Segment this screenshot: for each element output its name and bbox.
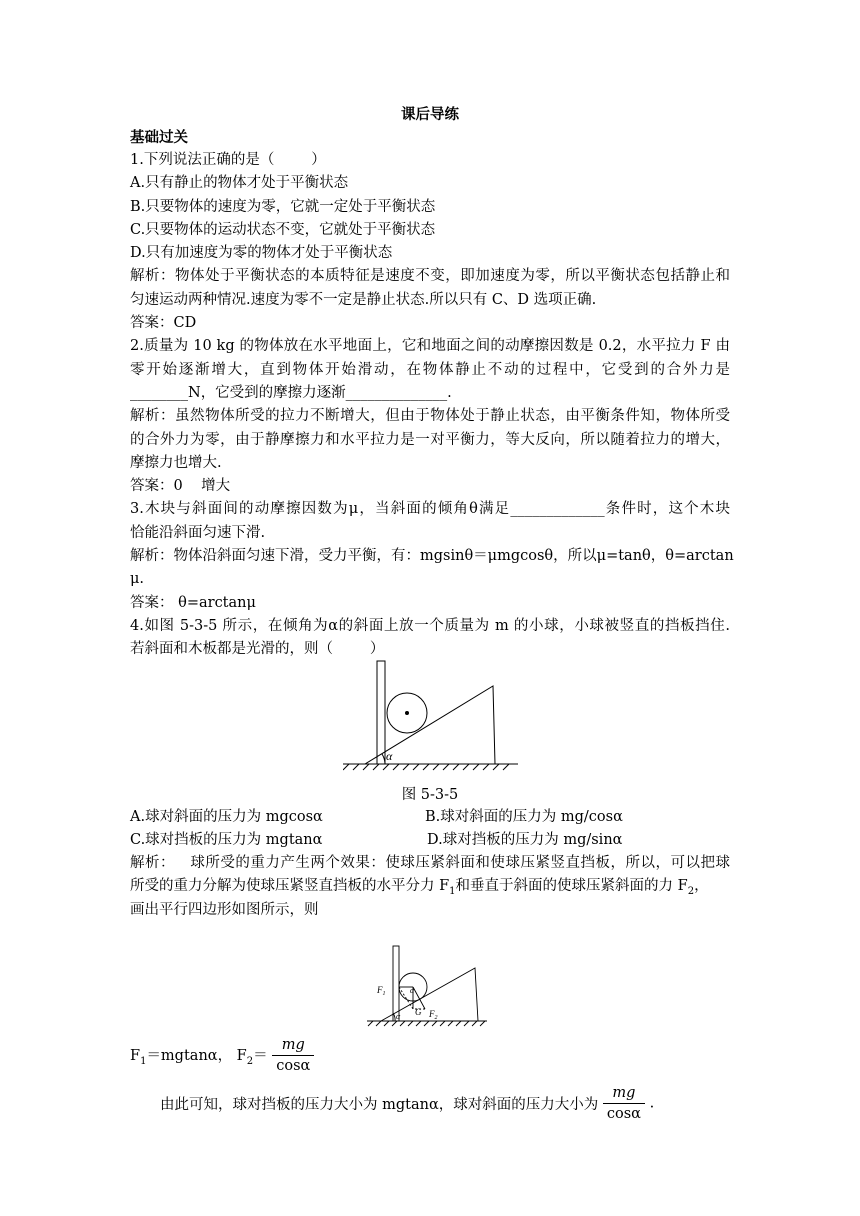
q3-analysis-line: 解析：物体沿斜面匀速下滑，受力平衡，有：mgsinθ＝μmgcosθ，所以μ=tanθ，θ=arctan xyxy=(130,548,734,565)
svg-text:G: G xyxy=(415,1007,422,1017)
q4-option-d: D.球对挡板的压力为 mg/sinα xyxy=(427,832,623,849)
q4-analysis-line: 解析： 球所受的重力产生两个效果：使球压紧斜面和使球压紧竖直挡板，所以，可以把球 xyxy=(130,855,730,871)
q2-stem-line: 零开始逐渐增大，直到物体开始滑动，在物体静止不动的过程中，它受到的合外力是 xyxy=(130,361,730,378)
q1-option-c: C.只要物体的运动状态不变，它就处于平衡状态 xyxy=(130,221,436,238)
svg-text:α: α xyxy=(410,986,415,995)
q4-analysis-line: 所受的重力分解为使球压紧竖直挡板的水平分力 $F_1$和垂直于斜面的使球压紧斜面的力 $F_2$， xyxy=(130,878,709,898)
q4-stem-line: 若斜面和木板都是光滑的，则（ ） xyxy=(130,641,385,658)
q1-option-a: A.只有静止的物体才处于平衡状态 xyxy=(130,175,349,192)
q4-analysis-line: 画出平行四边形如图所示，则 xyxy=(130,901,319,918)
q2-stem-line: 2.质量为 10 kg 的物体放在水平地面上，它和地面之间的动摩擦因数是 0.2，水平拉力 F 由 xyxy=(130,338,730,355)
q3-stem-line: 3.木块与斜面间的动摩擦因数为μ，当斜面的倾角θ满足_____________条件时，这个木块 xyxy=(130,501,730,518)
q1-answer: 答案：CD xyxy=(130,315,197,332)
page-title: 课后导练 xyxy=(401,106,459,123)
section-heading: 基础过关 xyxy=(130,129,188,146)
q1-analysis-line: 匀速运动两种情况.速度为零不一定是静止状态.所以只有 C、D 选项正确. xyxy=(130,291,597,308)
q4-option-c: C.球对挡板的压力为 mgtanα xyxy=(130,832,323,849)
ground-hatching xyxy=(343,764,509,770)
svg-text:α: α xyxy=(396,1012,401,1021)
q4-option-b: B.球对斜面的压力为 mg/cosα xyxy=(425,809,623,825)
q2-analysis-line: 解析：虽然物体所受的拉力不断增大，但由于物体处于静止状态，由平衡条件知，物体所受 xyxy=(130,408,730,425)
document-page xyxy=(130,103,734,1122)
fraction-mg-over-cos: $\frac{mg}{\cos\alpha}$ xyxy=(603,1083,645,1124)
incline-ball-figure xyxy=(343,656,518,776)
q2-analysis-line: 摩擦力也增大. xyxy=(130,454,222,471)
q3-analysis-line: μ. xyxy=(130,571,145,588)
ball-center xyxy=(405,711,409,715)
q1-analysis-line: 解析：物体处于平衡状态的本质特征是速度不变，即加速度为零，所以平衡状态包括静止和 xyxy=(130,268,730,285)
q4-stem-line: 4.如图 5-3-5 所示，在倾角为α的斜面上放一个质量为 m 的小球，小球被竖直的挡板挡住. xyxy=(130,617,730,634)
q2-answer: 答案：0 增大 xyxy=(130,478,231,495)
svg-text:F2: $F_2$ xyxy=(429,1009,438,1021)
angle-label: α xyxy=(386,749,393,763)
q1-option-d: D.只有加速度为零的物体才处于平衡状态 xyxy=(130,245,393,262)
vertical-board xyxy=(377,661,385,764)
svg-text:F1: $F_1$ xyxy=(377,985,386,997)
force-formula: $F_1=mgtan\alpha$， $F_2=$ $\frac{mg}{\cos\alpha}$ xyxy=(130,1035,730,1081)
force-decomposition-figure xyxy=(365,943,490,1033)
q1-option-b: B.只要物体的速度为零，它就一定处于平衡状态 xyxy=(130,198,436,215)
figure-caption: 图 5-3-5 xyxy=(401,787,459,803)
q1-stem: 1.下列说法正确的是（ ） xyxy=(130,152,326,168)
q3-answer: 答案： θ=arctanμ xyxy=(130,594,256,611)
q4-conclusion: 由此可知，球对挡板的压力大小为 mgtanα，球对斜面的压力大小为 $\frac{mg}{\cos\alpha}$ . xyxy=(160,1085,655,1122)
fraction-mg-over-cos: $\frac{mg}{\cos\alpha}$ xyxy=(272,1035,314,1076)
q2-analysis-line: 的合外力为零，由于静摩擦力和水平拉力是一对平衡力，等大反向，所以随着拉力的增大， xyxy=(130,431,730,448)
q2-stem-line: ________N，它受到的摩擦力逐渐______________. xyxy=(130,384,452,401)
q3-stem-line: 恰能沿斜面匀速下滑. xyxy=(130,524,266,541)
q4-option-a: A.球对斜面的压力为 mgcosα xyxy=(130,809,323,825)
